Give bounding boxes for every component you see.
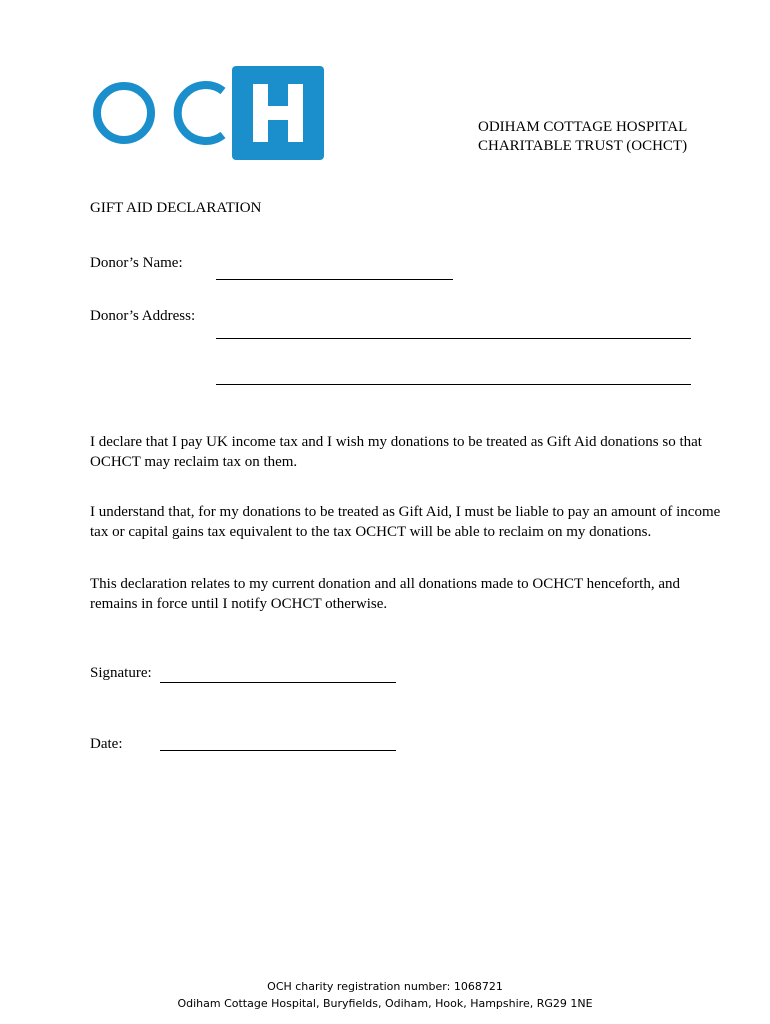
document-title: GIFT AID DECLARATION (90, 200, 262, 216)
org-name-line2: CHARITABLE TRUST (OCHCT) (478, 138, 688, 154)
donor-address-label: Donor’s Address: (90, 308, 196, 324)
scope-paragraph: This declaration relates to my current donation and all donations made to OCHCT henceforth, and remains in force until I notify OCHCT otherwise. (90, 576, 680, 612)
logo-letter-c (178, 85, 223, 141)
donor-address-line-2[interactable] (216, 384, 691, 385)
date-line[interactable] (160, 750, 396, 751)
date-label: Date: (90, 736, 123, 752)
donor-address-line-1[interactable] (216, 338, 691, 339)
och-logo (90, 64, 326, 162)
donor-name-label: Donor’s Name: (90, 255, 183, 271)
footer (0, 978, 770, 1012)
signature-line[interactable] (160, 682, 396, 683)
org-name-line1: ODIHAM COTTAGE HOSPITAL (478, 119, 688, 135)
understanding-paragraph: I understand that, for my donations to be treated as Gift Aid, I must be liable to pay an amount of income tax or capital gains tax equivalent to the tax OCHCT will be able to reclaim on my donations. (90, 504, 721, 540)
hospital-address: Odiham Cottage Hospital, Buryfields, Odiham, Hook, Hampshire, RG29 1NE (177, 997, 593, 1010)
donor-name-line[interactable] (216, 279, 453, 280)
organisation-name (478, 118, 718, 156)
logo-letter-o (97, 86, 151, 140)
charity-registration: OCH charity registration number: 1068721 (267, 980, 503, 993)
declaration-paragraph: I declare that I pay UK income tax and I wish my donations to be treated as Gift Aid donations so that OCHCT may reclaim tax on them. (90, 434, 702, 470)
signature-label: Signature: (90, 665, 152, 681)
